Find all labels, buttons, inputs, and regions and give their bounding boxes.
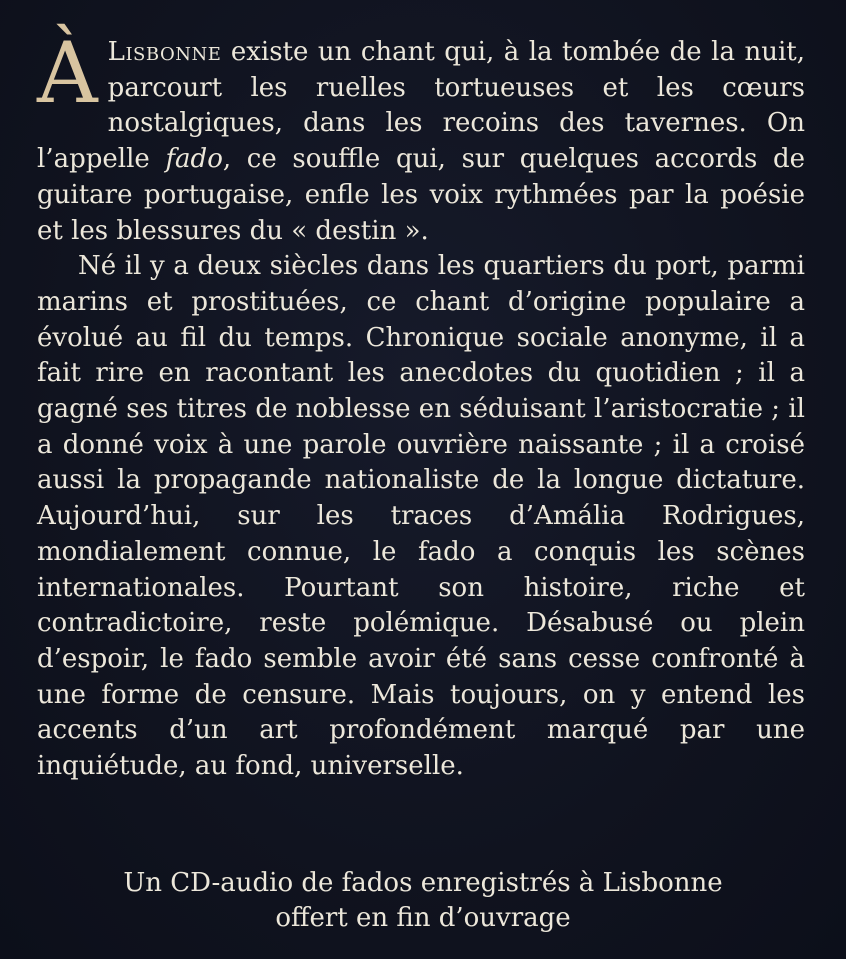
blurb-text — [37, 24, 805, 785]
paragraph-1 — [37, 24, 805, 249]
drop-cap: À — [37, 24, 98, 122]
paragraph-1-text-a: existe un chant qui, à la tombée de la nuit, parcourt les ruelles tortueuses et les cœurs nostalgiques, dans les recoins des tavernes. On l’appelle — [37, 37, 805, 175]
cd-offer-note — [0, 866, 846, 936]
cd-offer-line-1: Un CD-audio de fados enregistrés à Lisbonne — [123, 868, 723, 898]
italic-word-fado: fado — [165, 144, 223, 175]
paragraph-2: Né il y a deux siècles dans les quartiers du port, parmi marins et prostituées, ce chant d’origine populaire a évolué au fil du temps. Chronique sociale anonyme, il a fait rire en racontant les anecdotes du quotidien ; il a gagné ses titres de noblesse en séduisant l’aristocratie ; il a donné voix à une parole ouvrière naissante ; il a croisé aussi la propagande nationaliste de la longue dictature. Aujourd’hui, sur les traces d’Amália Rodrigues, mondialement connue, le fado a conquis les scènes internationales. Pourtant son histoire, riche et contradictoire, reste polémique. Désabusé ou plein d’espoir, le fado semble avoir été sans cesse confronté à une forme de censure. Mais toujours, on y entend les accents d’un art profondément marqué par une inquiétude, au fond, universelle. — [37, 251, 805, 782]
cd-offer-line-2: offert en fin d’ouvrage — [275, 903, 571, 933]
lead-smallcaps: Lisbonne — [107, 37, 222, 67]
paragraph-1-text-b: , ce souffle qui, sur quelques accords de guitare portugaise, enfle les voix rythmées par la poésie et les blessures du « destin ». — [37, 144, 805, 246]
